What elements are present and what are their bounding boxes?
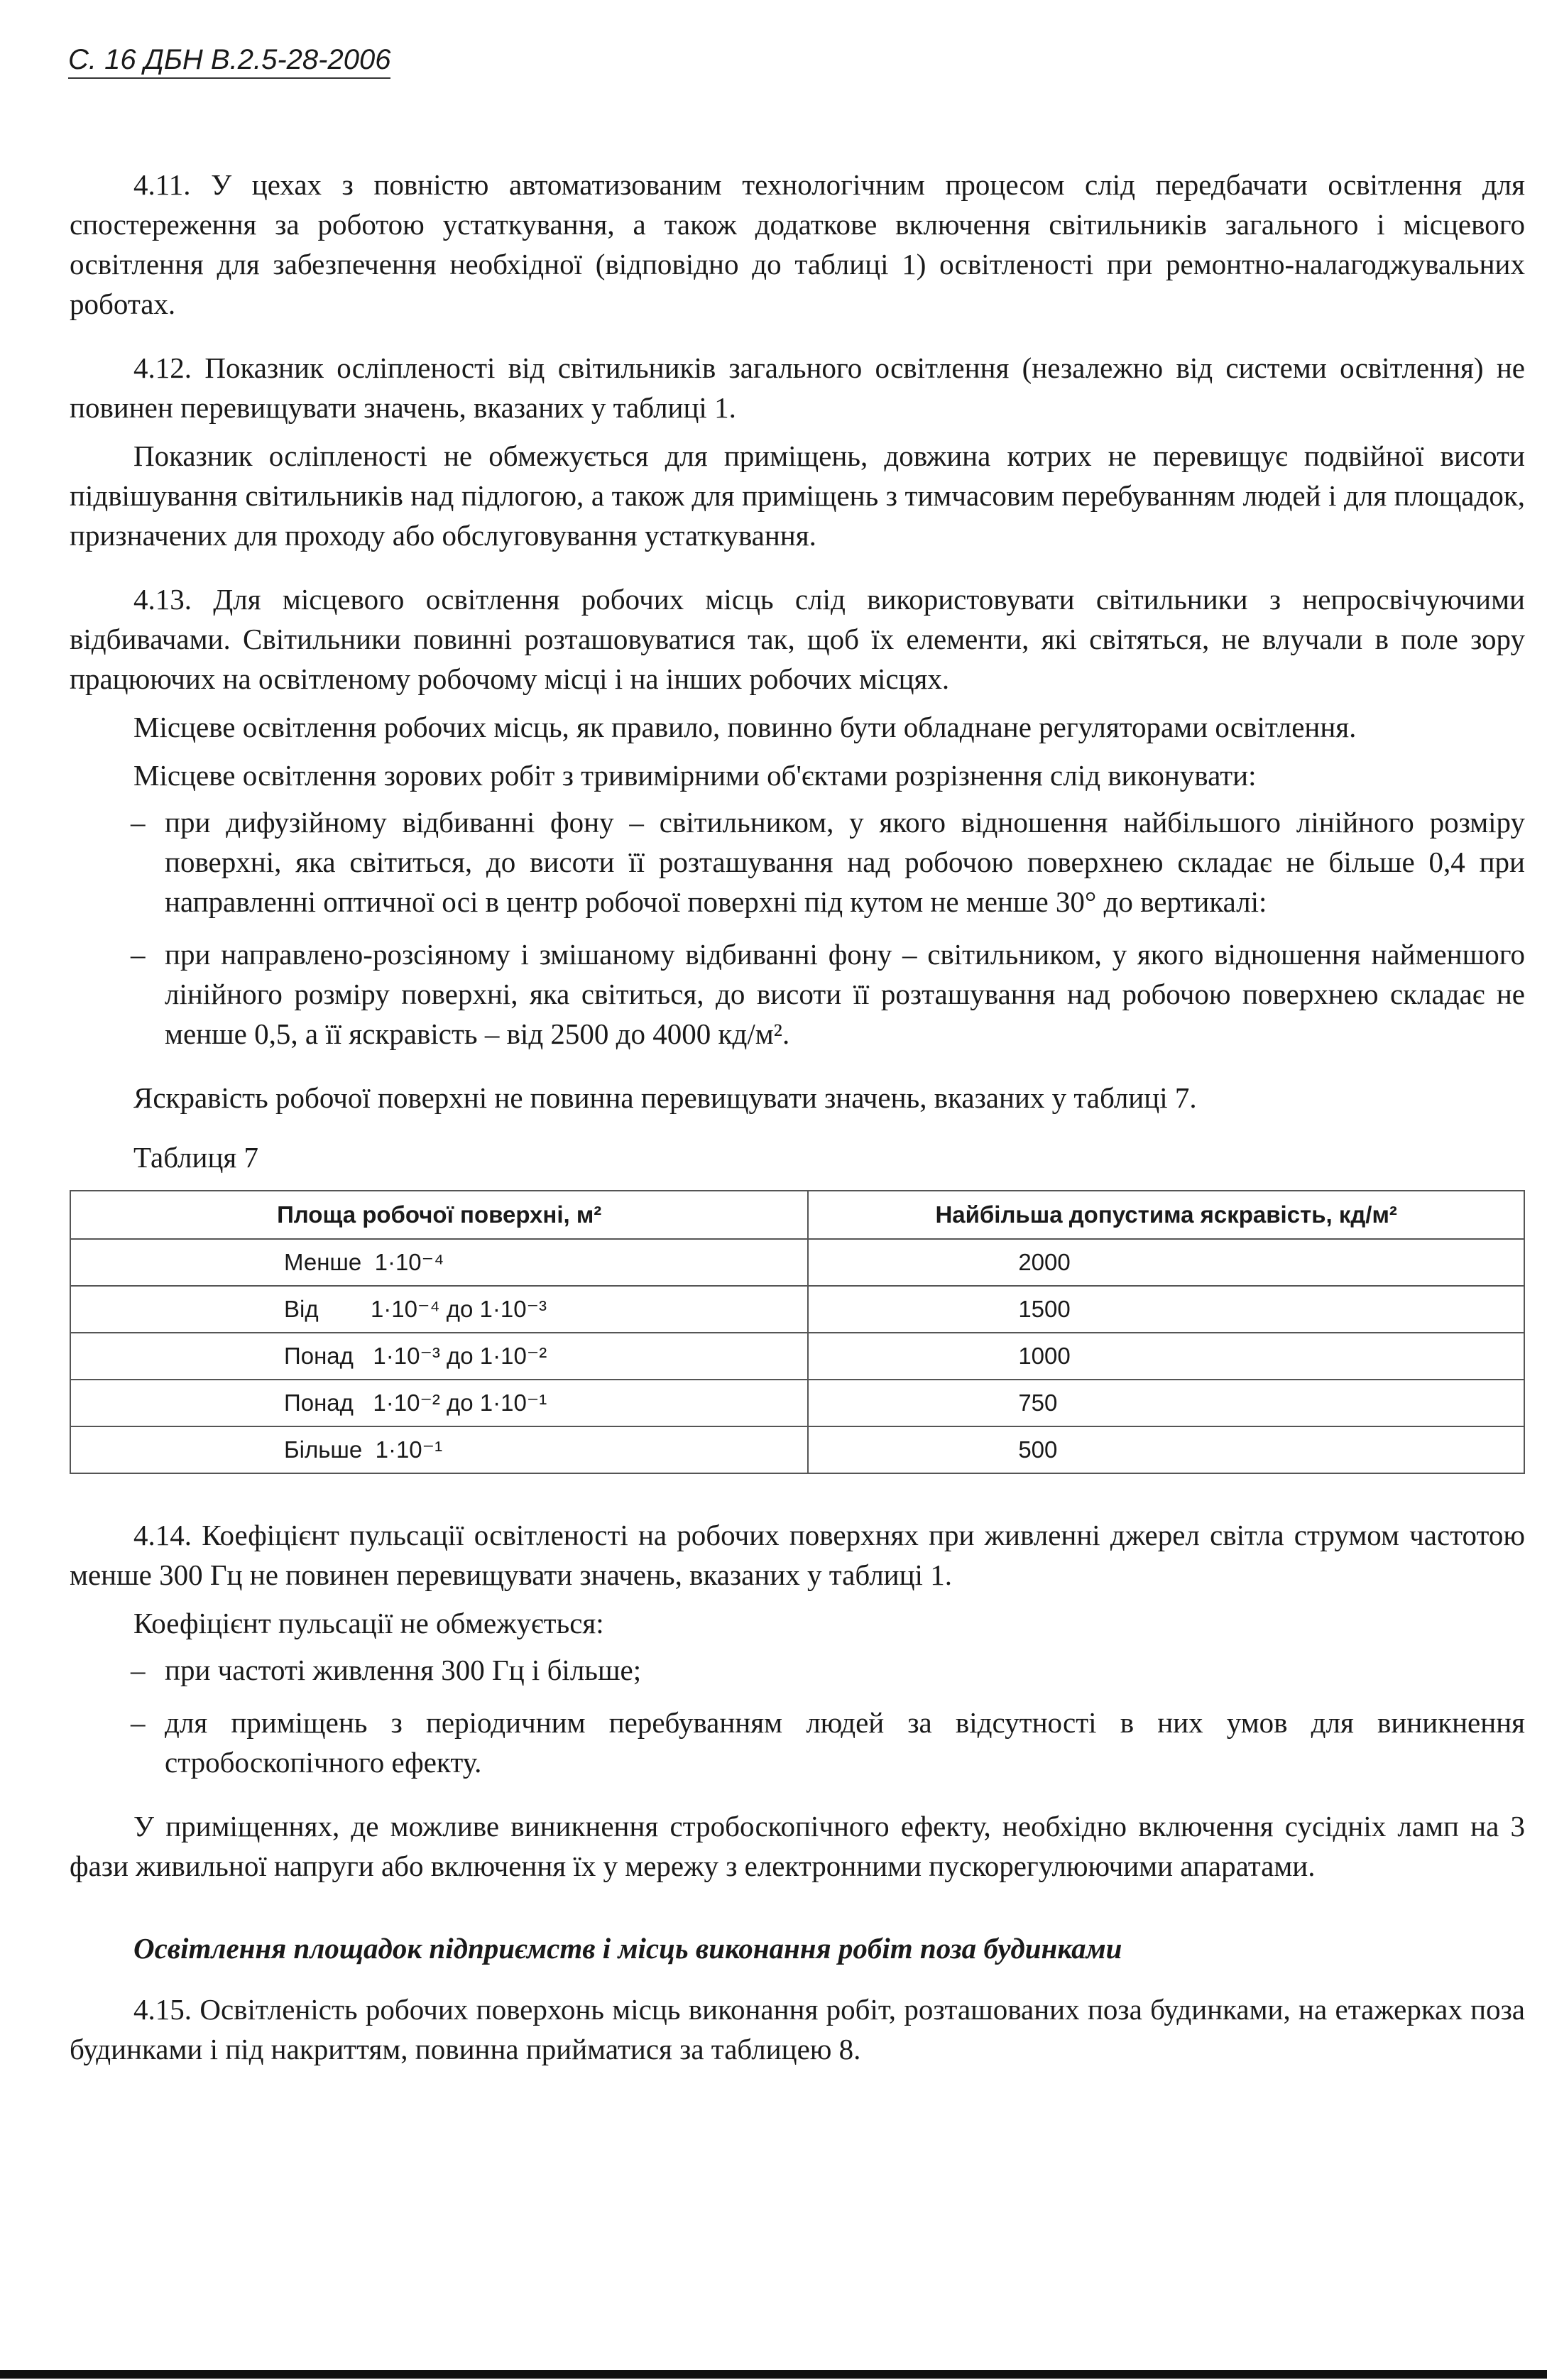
table-header-area: Площа робочої поверхні, м²	[70, 1191, 808, 1239]
list-item-text: при частоті живлення 300 Гц і більше;	[165, 1654, 642, 1686]
table-cell-area: Понад 1·10⁻² до 1·10⁻¹	[70, 1380, 808, 1426]
page-header: С. 16 ДБН В.2.5-28-2006	[68, 44, 390, 79]
paragraph-4-13-regulators: Місцеве освітлення робочих місць, як правило, повинно бути обладнане регуляторами освітлення.	[133, 711, 1357, 743]
table-row	[70, 1333, 1524, 1380]
paragraph-4-12-glare-exemption: Показник осліпленості не обмежується для приміщень, довжина котрих не перевищує подвійної висоти підвішування світильників над підлогою, а також для приміщень з тимчасовим перебуванням людей і для площадок, призначених для проходу або обслуговування устаткування.	[70, 440, 1525, 552]
paragraph-4-12: 4.12. Показник осліпленості від світильників загального освітлення (незалежно від системи освітлення) не повинен перевищувати значень, вказаних у таблиці 1.	[70, 351, 1525, 424]
table-header-row	[70, 1191, 1524, 1239]
list-item-text: при направлено-розсіяному і змішаному відбиванні фону – світильником, у якого відношення найменшого лінійного розміру поверхні, яка світиться, до висоти її розташування над робочою поверхнею складає не менше 0,5, а її яскравість – від 2500 до 4000 кд/м².	[165, 938, 1525, 1050]
list-4-13	[70, 802, 1525, 1054]
table-cell-brightness: 1500	[808, 1286, 1524, 1333]
table-cell-area: Більше 1·10⁻¹	[70, 1426, 808, 1473]
table-row	[70, 1380, 1524, 1426]
table-cell-area: Від 1·10⁻⁴ до 1·10⁻³	[70, 1286, 808, 1333]
table-row	[70, 1239, 1524, 1286]
paragraph-4-13-3d-objects: Місцеве освітлення зорових робіт з тривимірними об'єктами розрізнення слід виконувати:	[133, 759, 1257, 792]
list-item-text: для приміщень з періодичним перебуванням людей за відсутності в них умов для виникнення стробоскопічного ефекту.	[165, 1706, 1525, 1779]
list-4-14	[70, 1650, 1525, 1782]
list-item: – при направлено-розсіяному і змішаному відбиванні фону – світильником, у якого відношення найменшого лінійного розміру поверхні, яка світиться, до висоти її розташування над робочою поверхнею складає не менше 0,5, а її яскравість – від 2500 до 4000 кд/м².	[131, 938, 1525, 1050]
paragraph-4-15: 4.15. Освітленість робочих поверхонь місць виконання робіт, розташованих поза будинками, на етажерках поза будинками і під накриттям, повинна прийматися за таблицею 8.	[70, 1993, 1525, 2065]
paragraph-4-13: 4.13. Для місцевого освітлення робочих місць слід використовувати світильники з непросвічуючими відбивачами. Світильники повинні розташовуватися так, щоб їх елементи, які світяться, не влучали в поле зору працюючих на освітленому робочому місці і на інших робочих місцях.	[70, 583, 1525, 695]
table-row	[70, 1286, 1524, 1333]
table-7	[70, 1190, 1525, 1474]
table-cell-area: Менше 1·10⁻⁴	[70, 1239, 808, 1286]
list-item-text: при дифузійному відбиванні фону – світильником, у якого відношення найбільшого лінійного розміру поверхні, яка світиться, до висоти її розташування над робочою поверхнею складає не більше 0,4 при направленні оптичної осі в центр робочої поверхні під кутом не менше 30° до вертикалі:	[165, 806, 1525, 918]
table-caption: Таблиця 7	[133, 1141, 259, 1174]
table-cell-brightness: 1000	[808, 1333, 1524, 1380]
table-header-brightness: Найбільша допустима яскравість, кд/м²	[808, 1191, 1524, 1239]
paragraph-stroboscopic: У приміщеннях, де можливе виникнення стробоскопічного ефекту, необхідно включення сусідніх ламп на 3 фази живильної напруги або включення їх у мережу з електронними пускорегулюючими апаратами.	[70, 1810, 1525, 1882]
paragraph-brightness: Яскравість робочої поверхні не повинна перевищувати значень, вказаних у таблиці 7.	[133, 1081, 1197, 1114]
list-item: – для приміщень з періодичним перебуванням людей за відсутності в них умов для виникнення стробоскопічного ефекту.	[131, 1706, 1525, 1779]
table-cell-brightness: 750	[808, 1380, 1524, 1426]
table-cell-brightness: 500	[808, 1426, 1524, 1473]
table-cell-area: Понад 1·10⁻³ до 1·10⁻²	[70, 1333, 808, 1380]
page-bottom-edge	[0, 2370, 1547, 2379]
table-cell-brightness: 2000	[808, 1239, 1524, 1286]
list-item: – при частоті живлення 300 Гц і більше;	[131, 1654, 642, 1686]
table-row	[70, 1426, 1524, 1473]
page-content	[70, 165, 1525, 2069]
list-item: – при дифузійному відбиванні фону – світильником, у якого відношення найбільшого лінійного розміру поверхні, яка світиться, до висоти її розташування над робочою поверхнею складає не більше 0,4 при направленні оптичної осі в центр робочої поверхні під кутом не менше 30° до вертикалі:	[131, 806, 1525, 918]
section-heading: Освітлення площадок підприємств і місць виконання робіт поза будинками	[133, 1932, 1122, 1965]
paragraph-4-11: 4.11. У цехах з повністю автоматизованим технологічним процесом слід передбачати освітлення для спостереження за роботою устаткування, а також додаткове включення світильників загального і місцевого освітлення для забезпечення необхідної (відповідно до таблиці 1) освітленості при ремонтно-налагоджувальних роботах.	[70, 168, 1525, 320]
paragraph-4-14-not-limited: Коефіцієнт пульсації не обмежується:	[133, 1607, 604, 1639]
paragraph-4-14: 4.14. Коефіцієнт пульсації освітленості на робочих поверхнях при живленні джерел світла струмом частотою менше 300 Гц не повинен перевищувати значень, вказаних у таблиці 1.	[70, 1519, 1525, 1591]
